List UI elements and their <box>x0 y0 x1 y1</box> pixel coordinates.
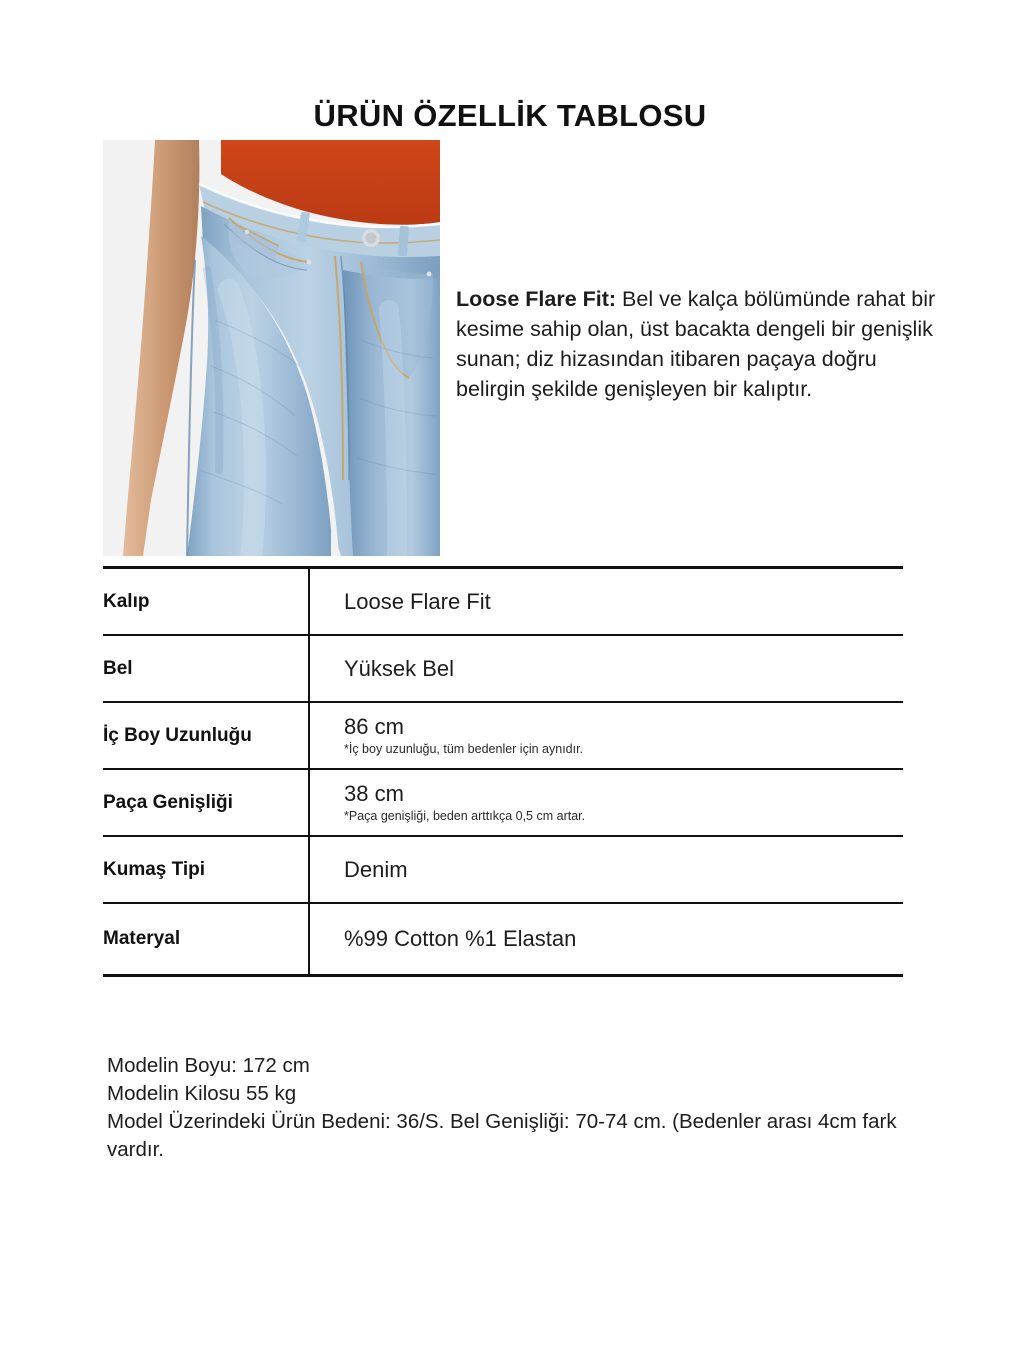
product-description-lead: Loose Flare Fit: <box>456 286 617 311</box>
table-row <box>103 837 903 904</box>
column-divider <box>308 703 310 768</box>
spec-value-main: %99 Cotton %1 Elastan <box>344 926 577 952</box>
specification-table <box>103 566 903 977</box>
model-info-line: Modelin Boyu: 172 cm <box>107 1054 310 1077</box>
table-row <box>103 569 903 636</box>
model-info-line: Model Üzerindeki Ürün Bedeni: 36/S. Bel Genişliği: 70-74 cm. (Bedenler arası 4cm fark vardır. <box>107 1110 903 1161</box>
column-divider <box>308 636 310 701</box>
spec-value-note: *Paça genişliği, beden arttıkça 0,5 cm artar. <box>344 808 586 823</box>
column-divider <box>308 837 310 902</box>
spec-value <box>344 703 903 768</box>
spec-value-main: Loose Flare Fit <box>344 588 491 614</box>
spec-value-main: 38 cm <box>344 781 404 807</box>
model-info <box>107 1052 903 1164</box>
spec-label: Paça Genişliği <box>103 791 233 813</box>
model-info-line: Modelin Kilosu 55 kg <box>107 1082 297 1105</box>
spec-label: Kalıp <box>103 590 150 612</box>
spec-value <box>344 904 903 974</box>
spec-value <box>344 569 903 634</box>
spec-value-main: 86 cm <box>344 714 404 740</box>
table-row <box>103 904 903 974</box>
page-title: ÜRÜN ÖZELLİK TABLOSU <box>313 98 707 133</box>
column-divider <box>308 569 310 634</box>
product-photo-illustration <box>103 140 440 556</box>
column-divider <box>308 904 310 976</box>
spec-value <box>344 837 903 902</box>
spec-value-main: Yüksek Bel <box>344 655 455 681</box>
product-photo-jeans <box>103 140 440 556</box>
product-description-body: Bel ve kalça bölümünde rahat bir kesime sahip olan, üst bacakta dengeli bir genişlik sunan; diz hizasından itibaren paçaya doğru belirgin şekilde genişleyen bir kalıptır. <box>456 286 936 401</box>
spec-value-note: *İç boy uzunluğu, tüm bedenler için aynıdır. <box>344 741 584 756</box>
spec-label: Bel <box>103 657 133 679</box>
column-divider <box>308 770 310 835</box>
table-row <box>103 770 903 837</box>
spec-label: Materyal <box>103 928 181 949</box>
spec-value-main: Denim <box>344 856 408 882</box>
table-row <box>103 636 903 703</box>
spec-value <box>344 636 903 701</box>
spec-label: İç Boy Uzunluğu <box>103 724 252 746</box>
table-row <box>103 703 903 770</box>
product-description <box>456 284 942 404</box>
spec-value <box>344 770 903 835</box>
spec-label: Kumaş Tipi <box>103 858 206 880</box>
